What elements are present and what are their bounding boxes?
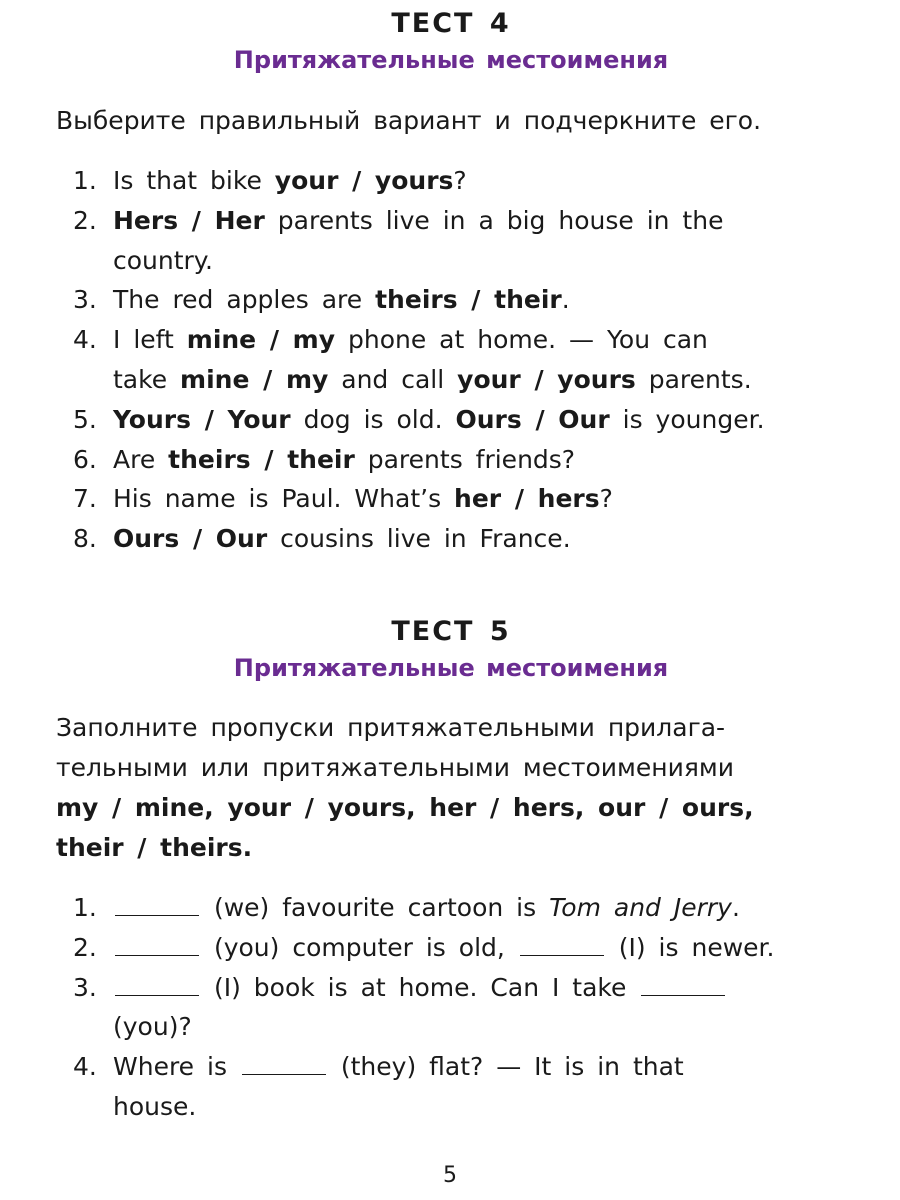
list-item: 2. (you) computer is old, (I) is newer.: [73, 932, 775, 962]
list-item: 8. Ours / Our cousins live in France.: [73, 524, 571, 554]
test-4-section: [56, 6, 846, 78]
list-item: 4. Where is (they) flat? — It is in that house.: [73, 1052, 684, 1121]
answer-blank[interactable]: [115, 975, 199, 996]
test-5-subtitle: Притяжательные местоимения: [233, 654, 669, 682]
list-item: 6. Are theirs / their parents friends?: [73, 444, 576, 474]
list-item: 2. Hers / Her parents live in a big house in the country.: [73, 205, 724, 275]
answer-blank[interactable]: [115, 935, 199, 956]
answer-blank[interactable]: [242, 1054, 326, 1075]
page-number: 5: [443, 1163, 457, 1188]
list-item: 5. Yours / Your dog is old. Ours / Our is younger.: [73, 404, 765, 434]
test-4-title: ТЕСТ 4: [391, 8, 511, 39]
list-item: 3. (I) book is at home. Can I take (you)?: [56, 968, 846, 1048]
answer-blank[interactable]: [520, 935, 604, 956]
test-5-title: ТЕСТ 5: [391, 616, 511, 647]
test-5-instruction: Заполните пропуски притяжательными прилага- тельными или притяжательными местоимениями my / mine, your / yours, her / hers, our / ours, their / theirs.: [56, 713, 754, 862]
list-item: 1. (we) favourite cartoon is Tom and Jerry.: [73, 893, 740, 922]
list-item: 1. Is that bike your / yours?: [73, 166, 467, 195]
list-item: 3. The red apples are theirs / their.: [73, 285, 570, 315]
test-4-instruction: Выберите правильный вариант и подчеркните его.: [56, 106, 762, 135]
test-5-list: [56, 888, 846, 1127]
list-item: 4. I left mine / my phone at home. — You can take mine / my and call your / yours parents.: [73, 325, 752, 394]
test-4-list: [56, 161, 846, 559]
list-item: 7. His name is Paul. What’s her / hers?: [73, 484, 613, 514]
answer-blank[interactable]: [115, 895, 199, 916]
answer-blank[interactable]: [641, 975, 725, 996]
test-5-section: [56, 614, 846, 686]
test-4-subtitle: Притяжательные местоимения: [233, 46, 669, 74]
